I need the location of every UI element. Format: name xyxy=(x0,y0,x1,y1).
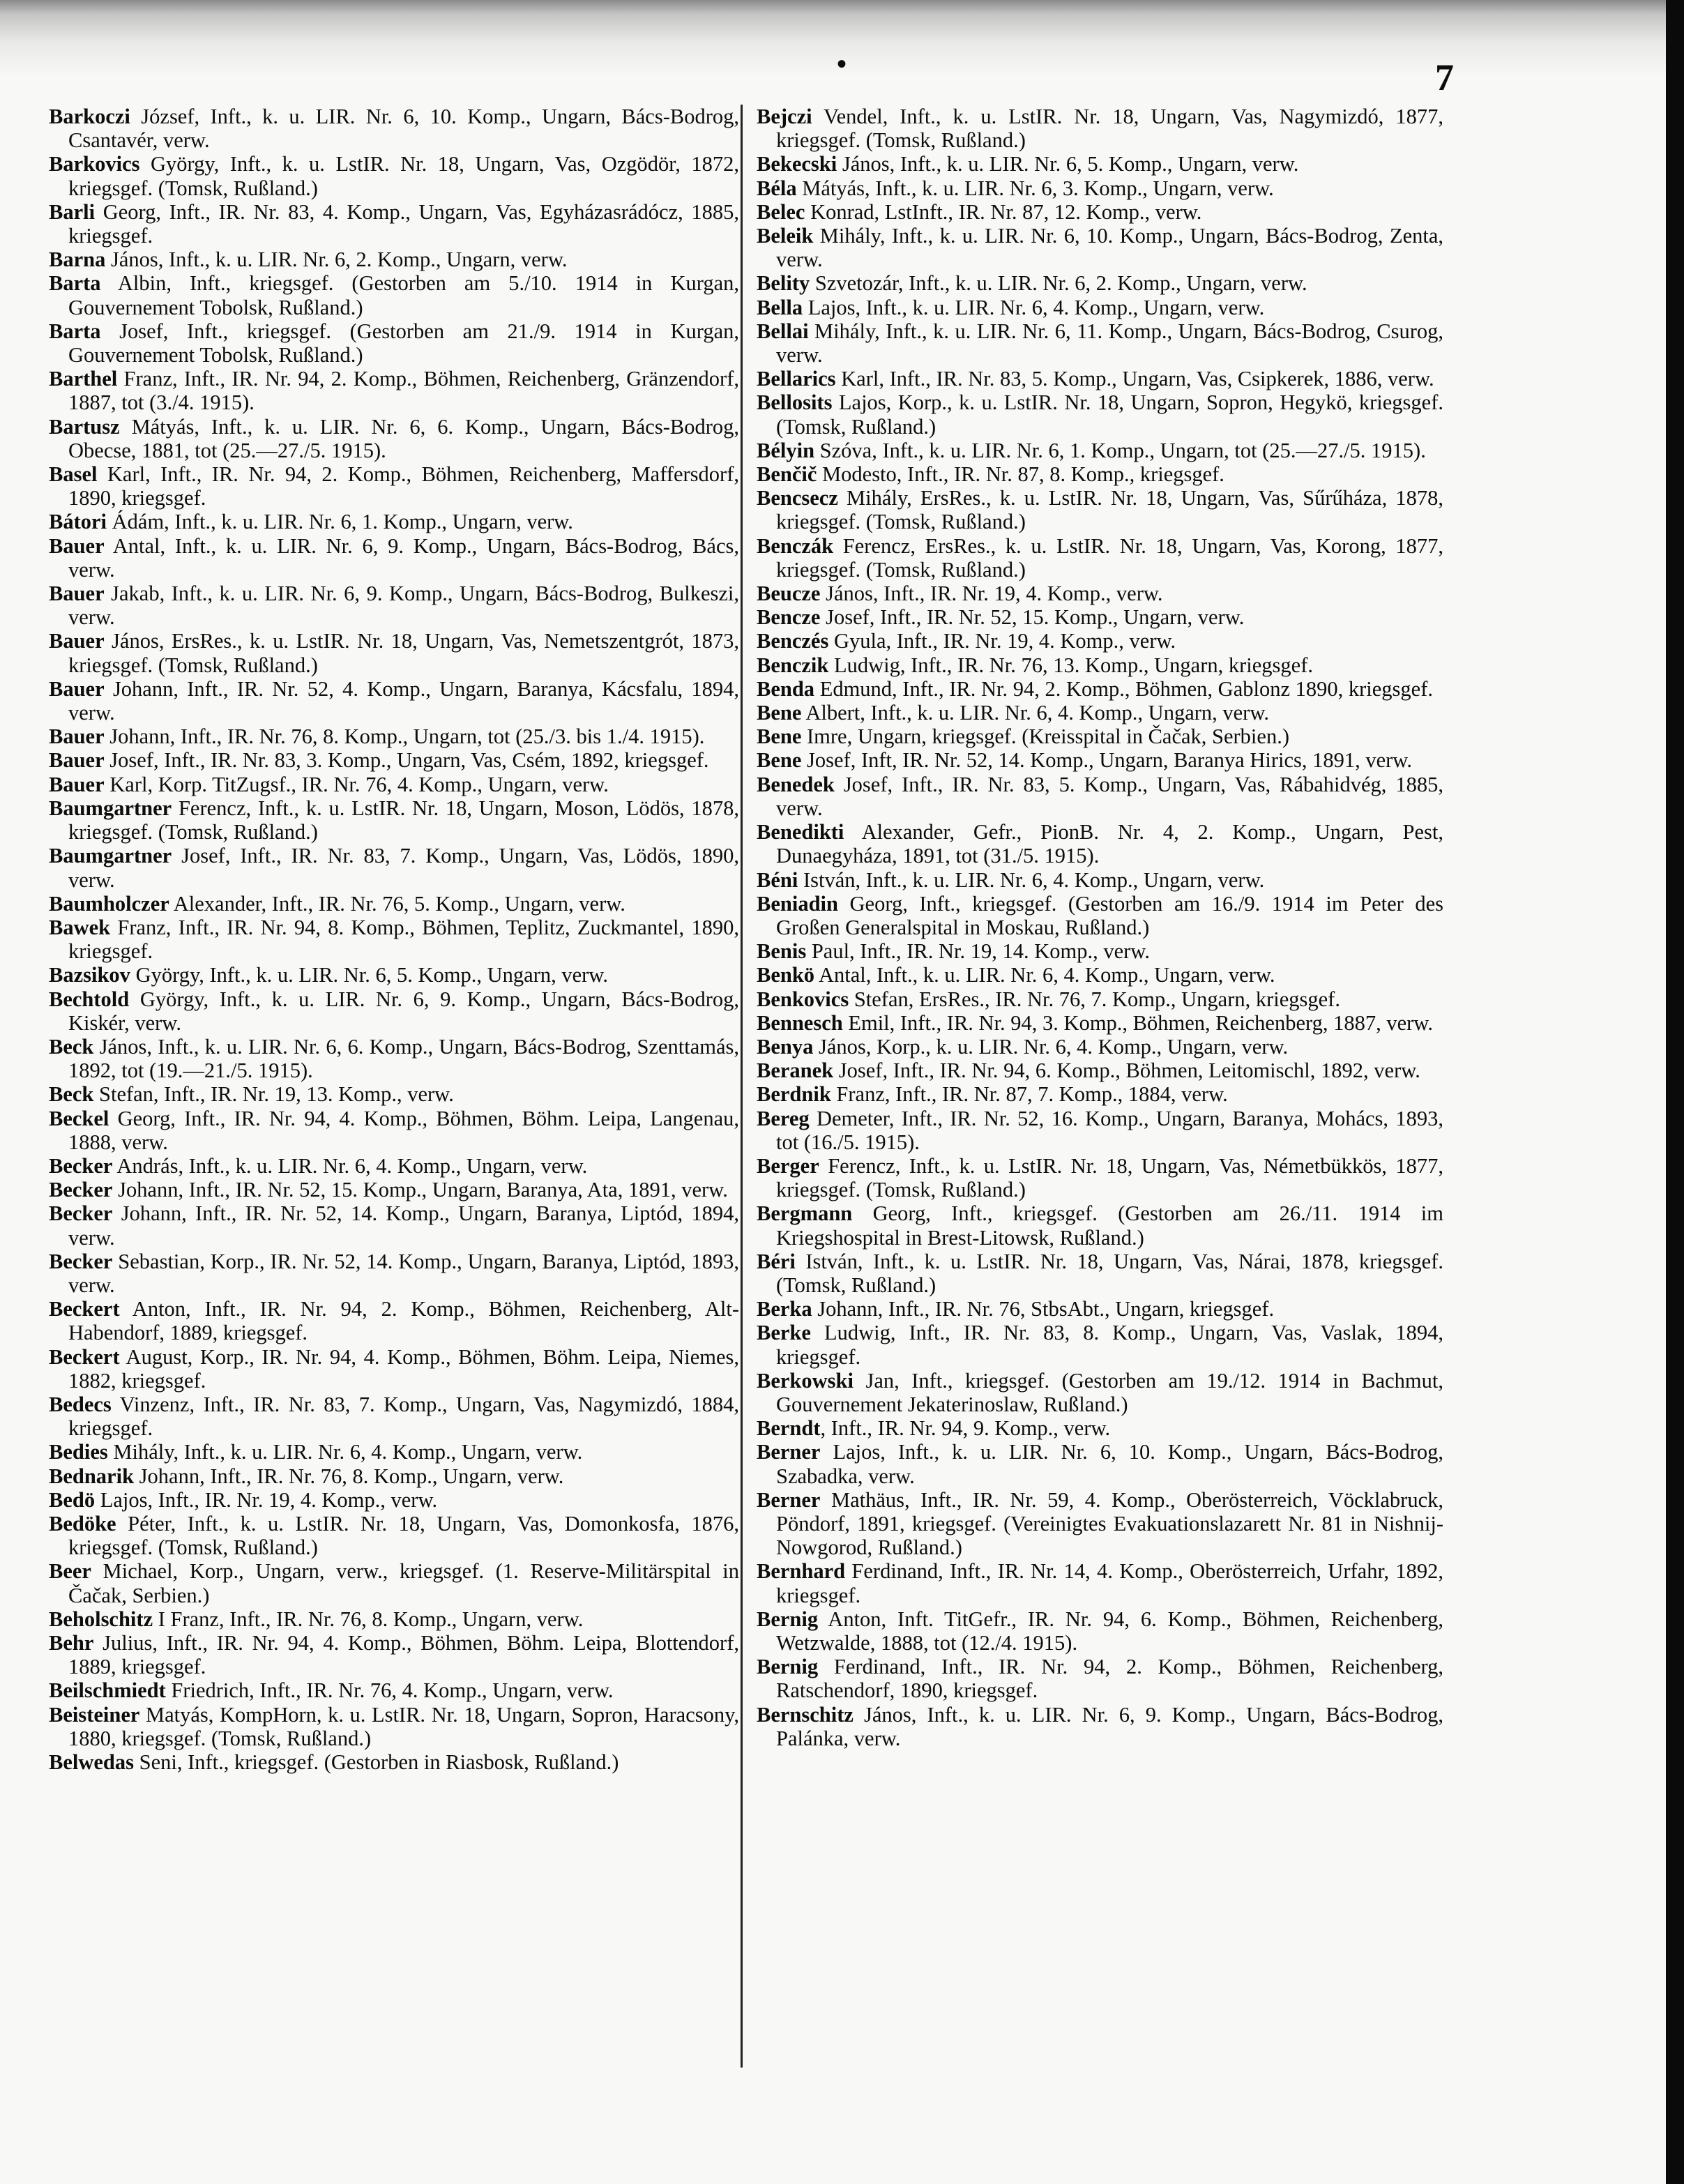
entry-details: Josef, Inft., IR. Nr. 83, 7. Komp., Ungarn, Vas, Lödös, 1890, verw. xyxy=(68,844,739,892)
register-entry xyxy=(757,176,1443,200)
entry-details: Seni, Inft., kriegsgef. (Gestorben in Riasbosk, Rußland.) xyxy=(134,1750,619,1775)
entry-details: Antal, Inft., k. u. LIR. Nr. 6, 4. Komp., Ungarn, verw. xyxy=(814,963,1275,987)
entry-surname: Bernschitz xyxy=(757,1702,854,1727)
entry-surname: Barta xyxy=(49,319,101,343)
left-column xyxy=(49,105,739,1774)
entry-details: György, Inft., k. u. LIR. Nr. 6, 9. Komp., Ungarn, Bács-Bodrog, Kiskér, verw. xyxy=(68,987,739,1035)
register-entry xyxy=(757,1082,1443,1106)
entry-surname: Benčič xyxy=(757,462,817,487)
register-entry xyxy=(757,1107,1443,1154)
register-entry xyxy=(49,677,739,725)
register-entry xyxy=(49,844,739,891)
register-entry xyxy=(757,1440,1443,1487)
entry-surname: Bene xyxy=(757,701,802,725)
entry-surname: Bedöke xyxy=(49,1511,116,1535)
entry-details: Alexander, Gefr., PionB. Nr. 4, 2. Komp., Ungarn, Pest, Dunaegyháza, 1891, tot (31./5. 1915). xyxy=(776,820,1443,868)
register-entry xyxy=(757,1011,1443,1035)
entry-details: Karl, Inft., IR. Nr. 94, 2. Komp., Böhmen, Reichenberg, Maffersdorf, 1890, kriegsgef. xyxy=(68,462,739,510)
entry-details: Ferdinand, Inft., IR. Nr. 94, 2. Komp., Böhmen, Reichenberg, Ratschendorf, 1890, kriegsgef. xyxy=(776,1655,1443,1703)
entry-details: Josef, Inft., IR. Nr. 94, 6. Komp., Böhmen, Leitomischl, 1892, verw. xyxy=(833,1059,1420,1083)
entry-details: , Inft., IR. Nr. 94, 9. Komp., verw. xyxy=(820,1416,1111,1441)
entry-surname: Bene xyxy=(757,725,802,749)
entry-surname: Becker xyxy=(49,1201,113,1226)
entry-surname: Bauer xyxy=(49,772,105,796)
register-entry xyxy=(49,1464,739,1488)
register-entry xyxy=(49,796,739,844)
entry-surname: Berka xyxy=(757,1297,812,1321)
scan-edge xyxy=(1666,0,1684,2184)
entry-surname: Beniadin xyxy=(757,891,838,916)
register-entry xyxy=(757,296,1443,319)
register-entry xyxy=(757,1250,1443,1297)
entry-details: Ádám, Inft., k. u. LIR. Nr. 6, 1. Komp., Ungarn, verw. xyxy=(107,510,573,534)
entry-details: Georg, Inft., kriegsgef. (Gestorben am 16./9. 1914 im Peter des Großen Generalspital in Moskau, Rußland.) xyxy=(776,891,1443,939)
entry-details: Szóva, Inft., k. u. LIR. Nr. 6, 1. Komp., Ungarn, tot (25.—27./5. 1915). xyxy=(814,438,1426,462)
entry-surname: Benya xyxy=(757,1034,814,1059)
entry-details: Mátyás, Inft., k. u. LIR. Nr. 6, 6. Komp., Ungarn, Bács-Bodrog, Obecse, 1881, tot (25.—27./5. 1915). xyxy=(68,414,739,462)
register-entry xyxy=(49,1678,739,1702)
register-entry xyxy=(757,1201,1443,1249)
entry-surname: Barkoczi xyxy=(49,105,130,128)
entry-details: Georg, Inft., kriegsgef. (Gestorben am 26./11. 1914 im Kriegshospital in Brest-Litowsk, Rußland.) xyxy=(776,1201,1443,1250)
entry-details: Johann, Inft., IR. Nr. 52, 4. Komp., Ungarn, Baranya, Kácsfalu, 1894, verw. xyxy=(68,676,739,725)
register-entry xyxy=(757,200,1443,224)
entry-details: Lajos, Inft., k. u. LIR. Nr. 6, 4. Komp., Ungarn, verw. xyxy=(803,295,1265,319)
register-entry xyxy=(757,439,1443,462)
register-entry xyxy=(49,1750,739,1774)
entry-details: Mathäus, Inft., IR. Nr. 59, 4. Komp., Oberösterreich, Vöcklabruck, Pöndorf, 1891, kriegsgef. (Vereinigtes Evakuationslazarett Nr. 81 in Nishnij-Nowgorod, Rußland.) xyxy=(776,1487,1443,1560)
register-entry xyxy=(757,319,1443,367)
register-entry xyxy=(49,534,739,582)
right-column xyxy=(757,105,1443,1750)
entry-surname: Bedö xyxy=(49,1487,96,1512)
entry-surname: Baumgartner xyxy=(49,844,172,868)
entry-details: Alexander, Inft., IR. Nr. 76, 5. Komp., Ungarn, verw. xyxy=(169,891,625,916)
entry-surname: Beilschmiedt xyxy=(49,1678,166,1703)
entry-details: Georg, Inft., IR. Nr. 94, 4. Komp., Böhmen, Böhm. Leipa, Langenau, 1888, verw. xyxy=(68,1106,739,1154)
entry-details: Stefan, ErsRes., IR. Nr. 76, 7. Komp., Ungarn, kriegsgef. xyxy=(849,987,1340,1011)
entry-details: János, ErsRes., k. u. LstIR. Nr. 18, Ungarn, Vas, Nemetszentgrót, 1873, kriegsgef. (Tomsk, Rußland.) xyxy=(68,629,739,677)
entry-surname: Berner xyxy=(757,1487,821,1512)
register-entry xyxy=(49,1440,739,1464)
register-entry xyxy=(757,653,1443,677)
register-entry xyxy=(757,892,1443,939)
register-entry xyxy=(49,725,739,748)
entry-surname: Barthel xyxy=(49,367,118,391)
entry-surname: Becker xyxy=(49,1178,113,1202)
entry-surname: Bencze xyxy=(757,605,821,630)
entry-surname: Bednarik xyxy=(49,1464,135,1488)
entry-surname: Bernig xyxy=(757,1655,819,1679)
entry-surname: Bernhard xyxy=(757,1559,846,1584)
register-entry xyxy=(757,1703,1443,1750)
entry-details: Sebastian, Korp., IR. Nr. 52, 14. Komp., Ungarn, Baranya, Liptód, 1893, verw. xyxy=(68,1249,739,1297)
entry-details: Julius, Inft., IR. Nr. 94, 4. Komp., Böhmen, Böhm. Leipa, Blottendorf, 1889, kriegsgef. xyxy=(68,1631,739,1679)
entry-surname: Benis xyxy=(757,939,807,964)
entry-details: Mihály, ErsRes., k. u. LstIR. Nr. 18, Ungarn, Vas, Sűrűháza, 1878, kriegsgef. (Tomsk, Rußland.) xyxy=(776,486,1443,534)
entry-details: Albert, Inft., k. u. LIR. Nr. 6, 4. Komp., Ungarn, verw. xyxy=(801,701,1270,725)
entry-details: Ferencz, ErsRes., k. u. LstIR. Nr. 18, Ungarn, Vas, Korong, 1877, kriegsgef. (Tomsk, Rußland.) xyxy=(776,533,1443,582)
entry-details: Antal, Inft., k. u. LIR. Nr. 6, 9. Komp., Ungarn, Bács-Bodrog, Bács, verw. xyxy=(68,533,739,582)
entry-details: János, Inft., k. u. LIR. Nr. 6, 9. Komp., Ungarn, Bács-Bodrog, Palánka, verw. xyxy=(776,1702,1443,1750)
entry-details: István, Inft., k. u. LIR. Nr. 6, 4. Komp., Ungarn, verw. xyxy=(798,867,1265,892)
register-entry xyxy=(49,582,739,629)
register-entry xyxy=(49,510,739,533)
register-entry xyxy=(49,1488,739,1512)
register-entry xyxy=(757,1154,1443,1201)
register-entry xyxy=(49,1631,739,1678)
entry-surname: Bedecs xyxy=(49,1392,112,1416)
entry-details: Johann, Inft., IR. Nr. 76, StbsAbt., Ungarn, kriegsgef. xyxy=(812,1297,1275,1321)
register-entry xyxy=(49,1250,739,1297)
entry-surname: Belity xyxy=(757,271,810,296)
entry-surname: Bernig xyxy=(757,1607,819,1631)
register-entry xyxy=(757,1321,1443,1368)
entry-details: Mihály, Inft., k. u. LIR. Nr. 6, 4. Komp., Ungarn, verw. xyxy=(107,1440,583,1464)
entry-details: Franz, Inft., IR. Nr. 94, 8. Komp., Böhmen, Teplitz, Zuckmantel, 1890, kriegsgef. xyxy=(68,915,739,964)
entry-details: Friedrich, Inft., IR. Nr. 76, 4. Komp., Ungarn, verw. xyxy=(165,1678,614,1703)
register-entry xyxy=(757,582,1443,605)
entry-details: Johann, Inft., IR. Nr. 76, 8. Komp., Ungarn, verw. xyxy=(134,1464,564,1488)
register-entry xyxy=(49,1082,739,1106)
entry-details: Karl, Korp. TitZugsf., IR. Nr. 76, 4. Komp., Ungarn, verw. xyxy=(104,772,609,796)
entry-details: Lajos, Inft., IR. Nr. 19, 4. Komp., verw. xyxy=(95,1487,438,1512)
entry-surname: Bauer xyxy=(49,676,105,701)
entry-details: Konrad, LstInft., IR. Nr. 87, 12. Komp., verw. xyxy=(805,199,1202,224)
register-entry xyxy=(757,701,1443,725)
entry-details: Johann, Inft., IR. Nr. 52, 15. Komp., Ungarn, Baranya, Ata, 1891, verw. xyxy=(112,1178,728,1202)
entry-details: Emil, Inft., IR. Nr. 94, 3. Komp., Böhmen, Reichenberg, 1887, verw. xyxy=(842,1010,1433,1035)
register-entry xyxy=(49,105,739,152)
register-entry xyxy=(757,462,1443,486)
entry-details: Ferencz, Inft., k. u. LstIR. Nr. 18, Ungarn, Vas, Németbükkös, 1877, kriegsgef. (Tomsk, Rußland.) xyxy=(776,1153,1443,1202)
entry-details: August, Korp., IR. Nr. 94, 4. Komp., Böhmen, Böhm. Leipa, Niemes, 1882, kriegsgef. xyxy=(68,1344,739,1393)
register-entry xyxy=(49,1512,739,1559)
entry-surname: Benczák xyxy=(757,533,834,558)
register-entry xyxy=(757,820,1443,867)
entry-details: Lajos, Korp., k. u. LstIR. Nr. 18, Ungarn, Sopron, Hegykö, kriegsgef. (Tomsk, Rußland.) xyxy=(776,390,1443,439)
register-entry xyxy=(757,224,1443,271)
entry-details: Jan, Inft., kriegsgef. (Gestorben am 19./12. 1914 in Bachmut, Gouvernement Jekaterinoslaw, Rußland.) xyxy=(776,1368,1443,1416)
entry-surname: Beisteiner xyxy=(49,1702,140,1727)
entry-details: Franz, Inft., IR. Nr. 94, 2. Komp., Böhmen, Reichenberg, Gränzendorf, 1887, tot (3./4. 1915). xyxy=(68,367,739,415)
entry-surname: Bella xyxy=(757,295,803,319)
register-entry xyxy=(49,271,739,319)
entry-surname: Bauer xyxy=(49,533,105,558)
entry-details: Szvetozár, Inft., k. u. LIR. Nr. 6, 2. Komp., Ungarn, verw. xyxy=(810,271,1307,296)
entry-surname: Bellarics xyxy=(757,367,836,391)
entry-surname: Bellai xyxy=(757,319,809,343)
register-entry xyxy=(757,1488,1443,1560)
entry-details: Ludwig, Inft., IR. Nr. 76, 13. Komp., Ungarn, kriegsgef. xyxy=(828,653,1313,677)
entry-details: Anton, Inft. TitGefr., IR. Nr. 94, 6. Komp., Böhmen, Reichenberg, Wetzwalde, 1888, tot (12./4. 1915). xyxy=(776,1607,1443,1655)
register-entry xyxy=(49,319,739,367)
entry-surname: Benczik xyxy=(757,653,829,677)
entry-details: Paul, Inft., IR. Nr. 19, 14. Komp., verw. xyxy=(806,939,1150,964)
entry-surname: Bereg xyxy=(757,1106,810,1130)
entry-surname: Bauer xyxy=(49,629,105,653)
entry-details: Mihály, Inft., k. u. LIR. Nr. 6, 10. Komp., Ungarn, Bács-Bodrog, Zenta, verw. xyxy=(776,224,1443,272)
register-entry xyxy=(757,1416,1443,1440)
entry-details: I Franz, Inft., IR. Nr. 76, 8. Komp., Ungarn, verw. xyxy=(153,1607,584,1631)
entry-surname: Bauer xyxy=(49,725,105,749)
register-entry xyxy=(49,1107,739,1154)
entry-surname: Berke xyxy=(757,1321,811,1345)
header-mark: • xyxy=(837,48,847,79)
entry-surname: Bellosits xyxy=(757,390,833,415)
entry-surname: Béni xyxy=(757,867,798,892)
register-entry xyxy=(49,1154,739,1178)
entry-surname: Beer xyxy=(49,1559,91,1584)
register-entry xyxy=(49,1297,739,1344)
entry-surname: Belwedas xyxy=(49,1750,134,1775)
entry-surname: Bélyin xyxy=(757,438,815,462)
entry-surname: Bergmann xyxy=(757,1201,853,1226)
entry-details: Ludwig, Inft., IR. Nr. 83, 8. Komp., Ungarn, Vas, Vaslak, 1894, kriegsgef. xyxy=(776,1321,1443,1369)
entry-details: Edmund, Inft., IR. Nr. 94, 2. Komp., Böhmen, Gablonz 1890, kriegsgef. xyxy=(814,676,1433,701)
entry-details: Franz, Inft., IR. Nr. 87, 7. Komp., 1884, verw. xyxy=(830,1082,1228,1107)
entry-details: Georg, Inft., IR. Nr. 83, 4. Komp., Ungarn, Vas, Egyházasrádócz, 1885, kriegsgef. xyxy=(68,199,739,248)
entry-surname: Beck xyxy=(49,1082,94,1107)
entry-surname: Bedies xyxy=(49,1440,108,1464)
entry-surname: Bejczi xyxy=(757,105,812,128)
entry-surname: Bene xyxy=(757,748,802,773)
entry-details: Johann, Inft., IR. Nr. 76, 8. Komp., Ungarn, tot (25./3. bis 1./4. 1915). xyxy=(104,725,705,749)
entry-surname: Beucze xyxy=(757,582,821,606)
entry-surname: Bencsecz xyxy=(757,486,838,510)
register-entry xyxy=(49,200,739,248)
entry-details: György, Inft., k. u. LIR. Nr. 6, 5. Komp., Ungarn, verw. xyxy=(130,963,608,987)
entry-details: János, Inft., IR. Nr. 19, 4. Komp., verw. xyxy=(820,582,1163,606)
entry-surname: Bekecski xyxy=(757,152,837,176)
entry-details: József, Inft., k. u. LIR. Nr. 6, 10. Komp., Ungarn, Bács-Bodrog, Csantavér, verw. xyxy=(68,105,739,153)
entry-surname: Barna xyxy=(49,248,106,272)
register-entry xyxy=(757,939,1443,963)
register-entry xyxy=(757,105,1443,152)
register-entry xyxy=(757,152,1443,176)
entry-details: Modesto, Inft., IR. Nr. 87, 8. Komp., kriegsgef. xyxy=(817,462,1224,487)
register-entry xyxy=(757,390,1443,438)
entry-surname: Beckert xyxy=(49,1297,120,1321)
register-entry xyxy=(757,1655,1443,1702)
entry-surname: Benda xyxy=(757,676,815,701)
register-entry xyxy=(757,868,1443,892)
entry-surname: Berdnik xyxy=(757,1082,831,1107)
register-entry xyxy=(757,605,1443,629)
entry-surname: Berndt xyxy=(757,1416,821,1441)
entry-surname: Barkovics xyxy=(49,152,140,176)
entry-surname: Béri xyxy=(757,1249,796,1273)
entry-details: János, Inft., k. u. LIR. Nr. 6, 2. Komp., Ungarn, verw. xyxy=(105,248,568,272)
entry-details: Josef, Inft, IR. Nr. 52, 14. Komp., Ungarn, Baranya Hirics, 1891, verw. xyxy=(801,748,1412,773)
entry-surname: Beleik xyxy=(757,224,814,248)
entry-surname: Benedek xyxy=(757,772,835,796)
entry-surname: Belec xyxy=(757,199,805,224)
register-entry xyxy=(757,963,1443,987)
entry-details: Albin, Inft., kriegsgef. (Gestorben am 5./10. 1914 in Kurgan, Gouvernement Tobolsk, Rußland.) xyxy=(68,271,739,319)
entry-surname: Beholschitz xyxy=(49,1607,153,1631)
register-entry xyxy=(49,963,739,987)
register-entry xyxy=(757,1059,1443,1082)
register-entry xyxy=(757,271,1443,295)
entry-surname: Behr xyxy=(49,1631,94,1655)
entry-surname: Becker xyxy=(49,1153,113,1178)
entry-surname: Berner xyxy=(757,1440,821,1464)
entry-details: Mihály, Inft., k. u. LIR. Nr. 6, 11. Komp., Ungarn, Bács-Bodrog, Csurog, verw. xyxy=(776,319,1443,367)
register-entry xyxy=(49,1607,739,1631)
entry-details: Anton, Inft., IR. Nr. 94, 2. Komp., Böhmen, Reichenberg, Alt-Habendorf, 1889, kriegsgef. xyxy=(68,1297,739,1345)
register-entry xyxy=(49,1201,739,1249)
entry-details: Johann, Inft., IR. Nr. 52, 14. Komp., Ungarn, Baranya, Liptód, 1894, verw. xyxy=(68,1201,739,1250)
register-entry xyxy=(49,1393,739,1440)
entry-details: Lajos, Inft., k. u. LIR. Nr. 6, 10. Komp., Ungarn, Bács-Bodrog, Szabadka, verw. xyxy=(776,1440,1443,1488)
entry-details: Josef, Inft., IR. Nr. 83, 5. Komp., Ungarn, Vas, Rábahidvég, 1885, verw. xyxy=(776,772,1443,820)
register-entry xyxy=(49,629,739,676)
entry-details: Gyula, Inft., IR. Nr. 19, 4. Komp., verw. xyxy=(828,629,1176,653)
entry-surname: Bauer xyxy=(49,582,105,606)
register-entry xyxy=(757,486,1443,533)
entry-details: András, Inft., k. u. LIR. Nr. 6, 4. Komp., Ungarn, verw. xyxy=(112,1153,588,1178)
entry-details: Josef, Inft., IR. Nr. 52, 15. Komp., Ungarn, verw. xyxy=(820,605,1245,630)
entry-surname: Barli xyxy=(49,199,96,224)
entry-surname: Barta xyxy=(49,271,101,296)
entry-surname: Béla xyxy=(757,176,797,200)
entry-details: Vinzenz, Inft., IR. Nr. 83, 7. Komp., Ungarn, Vas, Nagymizdó, 1884, kriegsgef. xyxy=(68,1392,739,1441)
entry-surname: Bawek xyxy=(49,915,111,939)
register-entry xyxy=(757,773,1443,820)
register-entry xyxy=(757,987,1443,1011)
entry-surname: Bartusz xyxy=(49,414,120,439)
entry-surname: Baumgartner xyxy=(49,796,172,820)
entry-surname: Bazsikov xyxy=(49,963,130,987)
entry-details: János, Inft., k. u. LIR. Nr. 6, 6. Komp., Ungarn, Bács-Bodrog, Szenttamás, 1892, tot (19.—21./5. 1915). xyxy=(68,1034,739,1083)
register-entry xyxy=(49,892,739,916)
entry-surname: Benkö xyxy=(757,963,815,987)
register-entry xyxy=(49,773,739,796)
register-entry xyxy=(757,748,1443,772)
entry-details: György, Inft., k. u. LstIR. Nr. 18, Ungarn, Vas, Ozgödör, 1872, kriegsgef. (Tomsk, Rußland.) xyxy=(68,152,739,200)
register-entry xyxy=(757,367,1443,390)
register-entry xyxy=(49,1035,739,1082)
register-entry xyxy=(757,1607,1443,1655)
register-entry xyxy=(49,415,739,462)
entry-details: János, Korp., k. u. LIR. Nr. 6, 4. Komp., Ungarn, verw. xyxy=(813,1034,1289,1059)
entry-details: Jakab, Inft., k. u. LIR. Nr. 6, 9. Komp., Ungarn, Bács-Bodrog, Bulkeszi, verw. xyxy=(68,582,739,630)
register-entry xyxy=(757,1035,1443,1059)
entry-surname: Benedikti xyxy=(757,820,844,844)
register-entry xyxy=(49,1345,739,1393)
column-divider xyxy=(741,105,743,2068)
entry-details: Michael, Korp., Ungarn, verw., kriegsgef. (1. Reserve-Militärspital in Čačak, Serbien.) xyxy=(68,1559,739,1607)
entry-details: Mátyás, Inft., k. u. LIR. Nr. 6, 3. Komp., Ungarn, verw. xyxy=(796,176,1274,200)
register-entry xyxy=(49,916,739,963)
register-entry xyxy=(757,629,1443,653)
entry-surname: Bauer xyxy=(49,748,105,773)
entry-surname: Bátori xyxy=(49,510,107,534)
entry-details: Josef, Inft., IR. Nr. 83, 3. Komp., Ungarn, Vas, Csém, 1892, kriegsgef. xyxy=(104,748,709,773)
entry-details: Péter, Inft., k. u. LstIR. Nr. 18, Ungarn, Vas, Domonkosfa, 1876, kriegsgef. (Tomsk, Rußland.) xyxy=(68,1511,739,1560)
register-entry xyxy=(49,1559,739,1607)
entry-surname: Basel xyxy=(49,462,98,487)
register-entry xyxy=(49,462,739,510)
entry-surname: Benczés xyxy=(757,629,829,653)
entry-surname: Berkowski xyxy=(757,1368,854,1393)
entry-details: Ferencz, Inft., k. u. LstIR. Nr. 18, Ungarn, Moson, Lödös, 1878, kriegsgef. (Tomsk, Rußland.) xyxy=(68,796,739,844)
entry-surname: Bennesch xyxy=(757,1010,843,1035)
register-entry xyxy=(49,748,739,772)
register-entry xyxy=(757,534,1443,582)
entry-details: Matyás, KompHorn, k. u. LstIR. Nr. 18, Ungarn, Sopron, Haracsony, 1880, kriegsgef. (Tomsk, Rußland.) xyxy=(68,1702,739,1750)
entry-surname: Beck xyxy=(49,1034,94,1059)
entry-surname: Baumholczer xyxy=(49,891,169,916)
register-entry xyxy=(49,152,739,199)
entry-surname: Berger xyxy=(757,1153,819,1178)
entry-details: Ferdinand, Inft., IR. Nr. 14, 4. Komp., Oberösterreich, Urfahr, 1892, kriegsgef. xyxy=(776,1559,1443,1607)
register-entry xyxy=(757,1369,1443,1416)
entry-surname: Beckert xyxy=(49,1344,120,1369)
entry-details: Stefan, Inft., IR. Nr. 19, 13. Komp., verw. xyxy=(93,1082,454,1107)
entry-details: István, Inft., k. u. LstIR. Nr. 18, Ungarn, Vas, Nárai, 1878, kriegsgef. (Tomsk, Rußland.) xyxy=(776,1249,1443,1297)
entry-details: Karl, Inft., IR. Nr. 83, 5. Komp., Ungarn, Vas, Csipkerek, 1886, verw. xyxy=(835,367,1434,391)
entry-details: Vendel, Inft., k. u. LstIR. Nr. 18, Ungarn, Vas, Nagymizdó, 1877, kriegsgef. (Tomsk, Rußland.) xyxy=(776,105,1443,153)
register-entry xyxy=(49,1703,739,1750)
entry-surname: Beckel xyxy=(49,1106,109,1130)
register-entry xyxy=(49,248,739,271)
register-entry xyxy=(49,367,739,414)
entry-details: Demeter, Inft., IR. Nr. 52, 16. Komp., Ungarn, Baranya, Mohács, 1893, tot (16./5. 1915). xyxy=(776,1106,1443,1154)
register-entry xyxy=(757,677,1443,701)
register-entry xyxy=(757,725,1443,748)
entry-details: Josef, Inft., kriegsgef. (Gestorben am 21./9. 1914 in Kurgan, Gouvernement Tobolsk, Rußland.) xyxy=(68,319,739,367)
entry-details: Imre, Ungarn, kriegsgef. (Kreisspital in Čačak, Serbien.) xyxy=(801,725,1289,749)
entry-details: János, Inft., k. u. LIR. Nr. 6, 5. Komp., Ungarn, verw. xyxy=(837,152,1299,176)
entry-surname: Beranek xyxy=(757,1059,834,1083)
register-entry xyxy=(757,1559,1443,1607)
entry-surname: Becker xyxy=(49,1249,113,1273)
page-number: 7 xyxy=(1435,56,1454,98)
register-entry xyxy=(49,1178,739,1201)
register-entry xyxy=(757,1297,1443,1321)
register-entry xyxy=(49,987,739,1035)
entry-surname: Bechtold xyxy=(49,987,130,1011)
entry-surname: Benkovics xyxy=(757,987,849,1011)
